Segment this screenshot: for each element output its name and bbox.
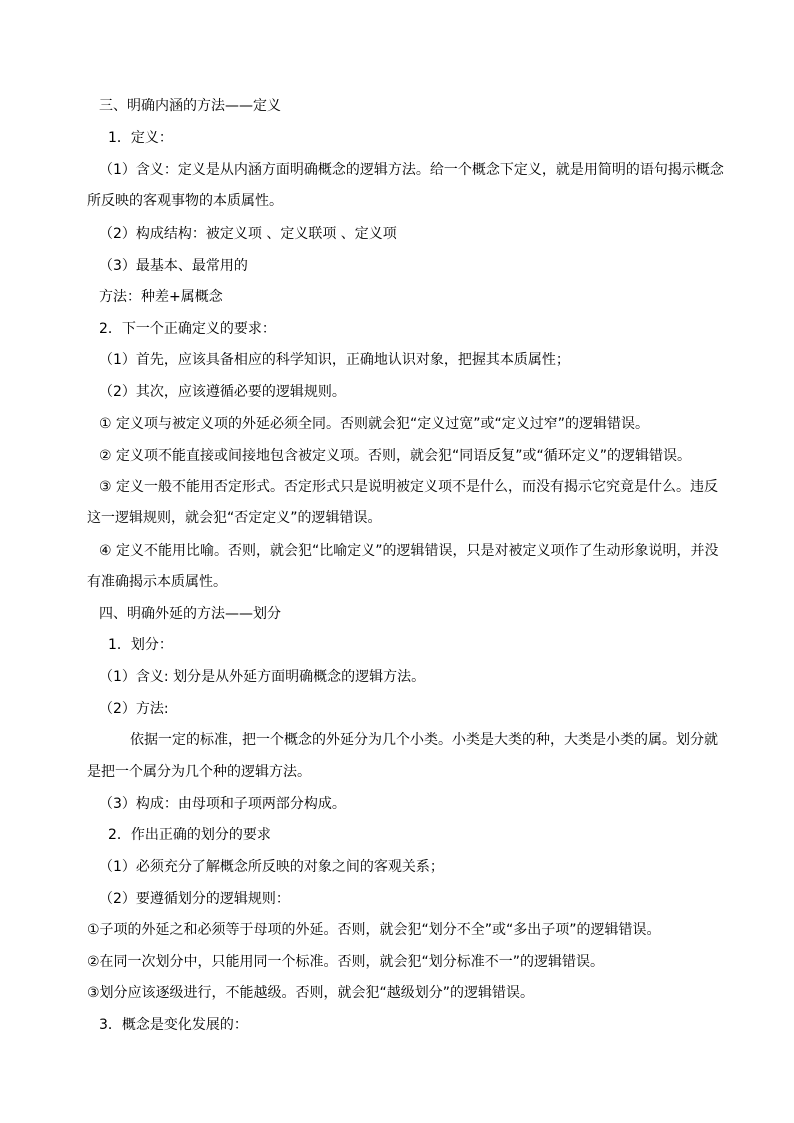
rule-item: ①子项的外延之和必须等于母项的外延。否则，就会犯“划分不全”或“多出子项”的逻辑错误。 — [87, 922, 661, 938]
paragraph-line: （3）最基本、最常用的 — [99, 258, 248, 274]
paragraph-line: 是把一个属分为几个种的逻辑方法。 — [87, 764, 311, 780]
paragraph-line: 这一逻辑规则，就会犯“否定定义”的逻辑错误。 — [87, 510, 382, 526]
paragraph-line: （3）构成：由母项和子项两部分构成。 — [99, 796, 346, 812]
paragraph-line: 依据一定的标准，把一个概念的外延分为几个小类。小类是大类的种，大类是小类的属。划分就 — [130, 732, 718, 748]
paragraph-line: （1）首先，应该具备相应的科学知识，正确地认识对象，把握其本质属性； — [99, 352, 570, 368]
subheading-definition: 1．定义： — [108, 130, 173, 146]
rule-item: ③ 定义一般不能用否定形式。否定形式只是说明被定义项不是什么，而没有揭示它究竟是什么。违反 — [99, 479, 718, 495]
rule-item: ②在同一次划分中，只能用同一个标准。否则，就会犯“划分标准不一”的逻辑错误。 — [87, 954, 605, 970]
rule-item: ① 定义项与被定义项的外延必须全同。否则就会犯“定义过宽”或“定义过窄”的逻辑错误。 — [99, 416, 650, 432]
paragraph-line: （1）含义: 划分是从外延方面明确概念的逻辑方法。 — [99, 669, 426, 685]
paragraph-line: （1）含义：定义是从内涵方面明确概念的逻辑方法。给一个概念下定义，就是用简明的语句揭示概念 — [99, 162, 724, 178]
paragraph-line: （2）方法: — [99, 701, 169, 717]
subheading-division: 1．划分： — [108, 637, 173, 653]
paragraph-line: 有准确揭示本质属性。 — [87, 574, 227, 590]
subheading-concept-development: 3．概念是变化发展的： — [99, 1017, 248, 1033]
rule-item: ② 定义项不能直接或间接地包含被定义项。否则，就会犯“同语反复”或“循环定义”的逻辑错误。 — [99, 448, 692, 464]
paragraph-line: （2）构成结构：被定义项 、定义联项 、定义项 — [99, 226, 397, 242]
subheading-requirements: 2．下一个正确定义的要求： — [99, 321, 276, 337]
section-heading-definition: 三、明确内涵的方法——定义 — [99, 98, 281, 114]
rule-item: ③划分应该逐级进行，不能越级。否则，就会犯“越级划分”的逻辑错误。 — [87, 985, 535, 1001]
paragraph-line: （2）其次，应该遵循必要的逻辑规则。 — [99, 384, 346, 400]
paragraph-line: 所反映的客观事物的本质属性。 — [87, 193, 283, 209]
section-heading-division: 四、明确外延的方法——划分 — [99, 606, 281, 622]
paragraph-line: 方法：种差+属概念 — [99, 289, 223, 305]
paragraph-line: （1）必须充分了解概念所反映的对象之间的客观关系； — [99, 859, 444, 875]
rule-item: ④ 定义不能用比喻。否则，就会犯“比喻定义”的逻辑错误，只是对被定义项作了生动形象说明，并没 — [99, 543, 719, 559]
paragraph-line: （2）要遵循划分的逻辑规则： — [99, 891, 290, 907]
subheading-division-requirements: 2．作出正确的划分的要求 — [108, 827, 271, 843]
